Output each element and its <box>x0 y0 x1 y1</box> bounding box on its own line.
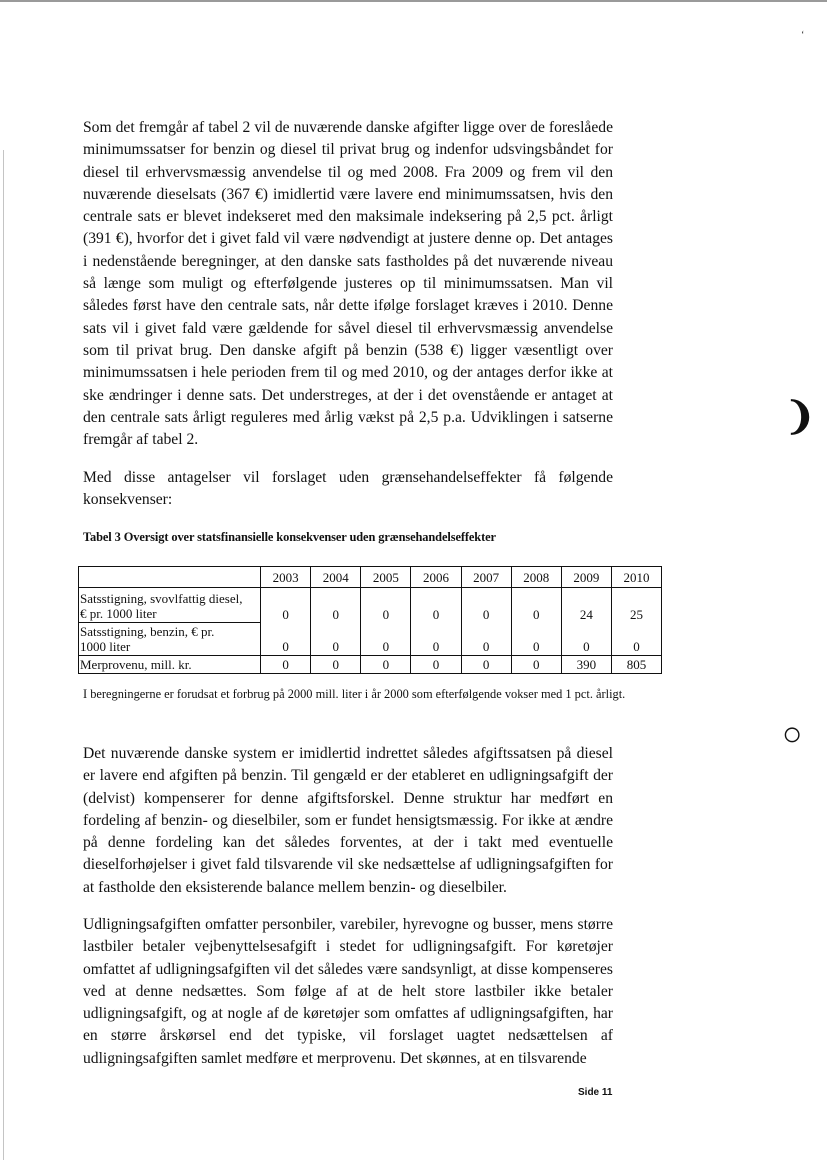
table-cell: 24 <box>561 588 611 623</box>
year-header: 2010 <box>611 567 661 588</box>
margin-tick-mark: ‘ <box>801 30 805 41</box>
table-cell: 0 <box>311 656 361 674</box>
table-cell: 0 <box>361 588 411 623</box>
table-row-benzin <box>79 623 662 656</box>
year-header: 2005 <box>361 567 411 588</box>
table-cell: 0 <box>511 623 561 656</box>
paragraph-4: Udligningsafgiften omfatter personbiler, varebiler, hyrevogne og busser, mens større lastbiler betaler vejbenyttelsesafgift i stedet for udligningsafgift. For køretøjer omfattet af udligningsafgiften vil det således være sandsynligt, at disse kompenseres ved at denne nedsættes. Som følge af at de helt store lastbiler ikke betaler udligningsafgift, og at nogle af de køretøjer som omfattes af udligningsafgiften, har en større årskørsel end det typiske, vil forslaget uagtet nedsættelsen af udligningsafgiften samlet medføre et merprovenu. Det skønnes, at en tilsvarende <box>83 916 613 1067</box>
table-cell: 805 <box>611 656 661 674</box>
paragraph-2: Med disse antagelser vil forslaget uden grænsehandelseffekter få følgende konsekvenser: <box>83 469 613 509</box>
table-row-merprovenu <box>79 656 662 674</box>
table-cell: 0 <box>511 588 561 623</box>
punch-hole-mark: ○ <box>782 716 803 753</box>
table-caption: Tabel 3 Oversigt over statsfinansielle konsekvenser uden grænsehandelseffekter <box>83 530 496 544</box>
year-header: 2003 <box>261 567 311 588</box>
top-border-line <box>0 0 827 2</box>
table-cell: 0 <box>311 588 361 623</box>
table-cell: 0 <box>461 656 511 674</box>
consequences-table <box>78 566 662 674</box>
table-corner-cell <box>79 567 261 588</box>
table-cell: 0 <box>261 588 311 623</box>
table-cell: 0 <box>611 623 661 656</box>
table-header-row <box>79 567 662 588</box>
year-header: 2009 <box>561 567 611 588</box>
table-cell: 0 <box>411 588 461 623</box>
table-cell: 0 <box>411 656 461 674</box>
table-cell: 0 <box>461 588 511 623</box>
row-label-line-1: Satsstigning, benzin, € pr. <box>80 624 215 639</box>
table-cell: 0 <box>261 656 311 674</box>
page-number: Side 11 <box>578 1087 613 1098</box>
table-row-diesel <box>79 588 662 623</box>
table-cell: 0 <box>561 623 611 656</box>
year-header: 2007 <box>461 567 511 588</box>
table-cell: 0 <box>311 623 361 656</box>
row-label-line-2: € pr. 1000 liter <box>80 606 157 621</box>
table-cell: 0 <box>361 656 411 674</box>
paragraph-1: Som det fremgår af tabel 2 vil de nuværende danske afgifter ligge over de foreslåede minimumssatser for benzin og diesel til privat brug og indenfor udsvingsbåndet for diesel til erhvervsmæssig anvendelse til og med 2008. Fra 2009 og frem vil den nuværende dieselsats (367 €) imidlertid være lavere end minimumssatsen, hvis den centrale sats er blevet indekseret med den maksimale indeksering på 2,5 pct. årligt (391 €), hvorfor det i givet fald vil være nødvendigt at justere denne op. Det antages i nedenstående beregninger, at den danske sats fastholdes på det nuværende niveau så længe som muligt og efterfølgende justeres op til minimumssatsen. Man vil således først have den centrale sats, når dette ifølge forslaget kræves i 2010. Denne sats vil i givet fald være gældende for såvel diesel til erhvervsmæssig anvendelse som til privat brug. Den danske afgift på benzin (538 €) ligger væsentligt over minimumssatsen i hele perioden frem til og med 2010, og der antages derfor ikke at ske ændringer i denne sats. Det understreges, at der i det ovenstående er antaget at den centrale sats årligt reguleres med årlig vækst på 2,5 p.a. Udviklingen i satserne fremgår af tabel 2. <box>83 119 613 449</box>
year-header: 2004 <box>311 567 361 588</box>
row-label <box>79 588 261 623</box>
row-label: Merprovenu, mill. kr. <box>79 656 261 674</box>
punch-hole-mark: ❩ <box>784 396 816 438</box>
row-label <box>79 623 261 656</box>
row-label-line-1: Satsstigning, svovlfattig diesel, <box>80 591 243 606</box>
table-cell: 25 <box>611 588 661 623</box>
table-cell: 390 <box>561 656 611 674</box>
year-header: 2008 <box>511 567 561 588</box>
row-label-line-2: 1000 liter <box>80 639 131 654</box>
table-cell: 0 <box>511 656 561 674</box>
table-cell: 0 <box>361 623 411 656</box>
table-cell: 0 <box>261 623 311 656</box>
table-footnote: I beregningerne er forudsat et forbrug på 2000 mill. liter i år 2000 som efterfølgende vokser med 1 pct. årligt. <box>83 687 626 701</box>
paragraph-3: Det nuværende danske system er imidlertid indrettet således afgiftssatsen på diesel er lavere end afgiften på benzin. Til gengæld er der etableret en udligningsafgift der (delvist) kompenserer for denne afgiftsforskel. Denne struktur har medført en fordeling af benzin- og dieselbiler, som er fundet hensigtsmæssig. For ikke at ændre på denne fordeling kan det således forventes, at der i takt med eventuelle dieselforhøjelser i givet fald tilsvarende vil ske nedsættelse af udligningsafgiften for at fastholde den eksisterende balance mellem benzin- og dieselbiler. <box>83 745 613 896</box>
table-cell: 0 <box>461 623 511 656</box>
table-cell: 0 <box>411 623 461 656</box>
left-scan-edge <box>3 150 4 1160</box>
year-header: 2006 <box>411 567 461 588</box>
